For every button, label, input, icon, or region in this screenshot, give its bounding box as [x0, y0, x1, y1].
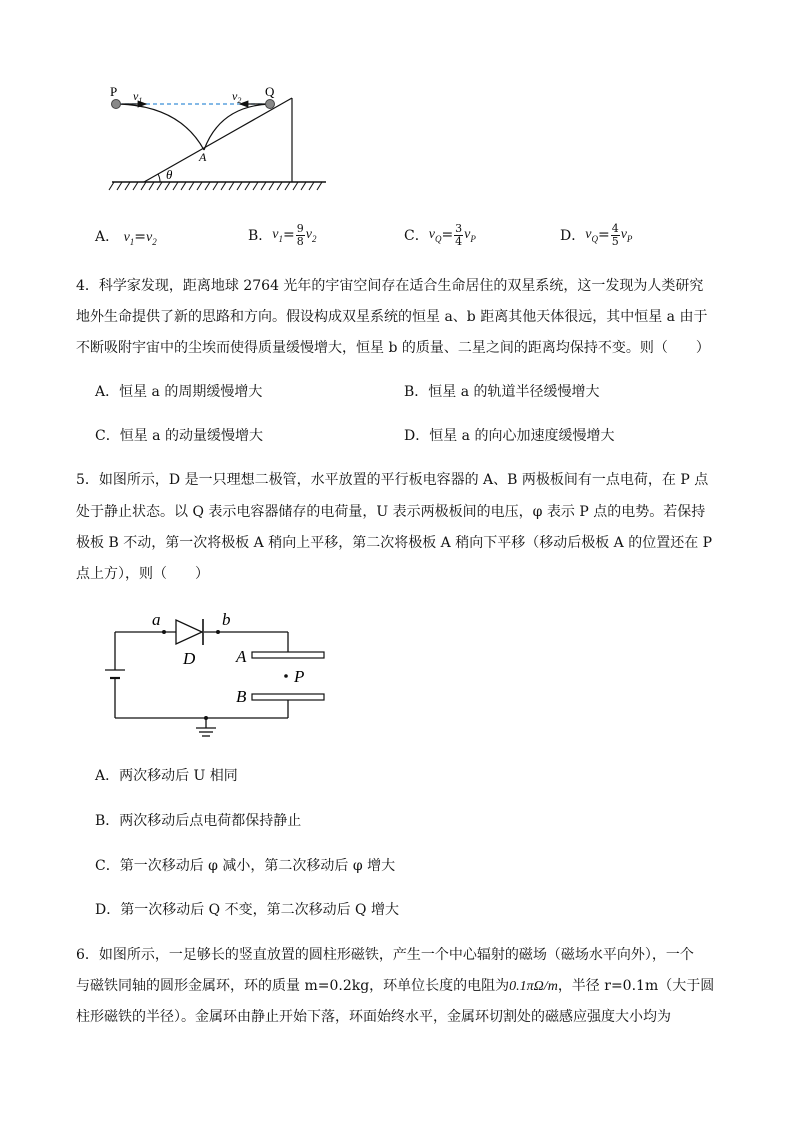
- q3-option-b[interactable]: B． $v_1$ = $\frac{9}{8}$ $v_2$: [248, 221, 317, 248]
- q4-option-d[interactable]: D．恒星 a 的向心加速度缓慢增大: [404, 428, 615, 444]
- fraction-4-5: $\frac{4}{5}$: [611, 221, 619, 248]
- label-b-node: b: [222, 610, 231, 629]
- fraction-9-8: $\frac{9}{8}$: [296, 221, 304, 248]
- label-v2: $v_2$: [232, 89, 242, 105]
- label-plate-a: A: [236, 647, 247, 666]
- label-diode: D: [183, 649, 196, 668]
- q3-option-c[interactable]: C． $v_Q$ = $\frac{3}{4}$ $v_P$: [404, 221, 476, 248]
- q4-option-c[interactable]: C．恒星 a 的动量缓慢增大: [95, 428, 263, 444]
- q3-option-a[interactable]: A． $v_1=v_2$: [95, 229, 157, 247]
- q5-stem-line-3: 极板 B 不动，第一次将极板 A 稍向上平移，第二次将极板 A 稍向下平移（移动后极板 A 的位置还在 P: [76, 535, 713, 551]
- q4-stem-line-1: 4．科学家发现，距离地球 2764 光年的宇宙空间存在适合生命居住的双星系统，这一发现为人类研究: [76, 278, 704, 294]
- q5-option-c[interactable]: C．第一次移动后 φ 减小，第二次移动后 φ 增大: [95, 858, 396, 874]
- diode-capacitor-circuit: [100, 604, 330, 750]
- theta-arc: [158, 174, 160, 182]
- resistance-per-length: 0.1πΩ/m: [509, 979, 558, 994]
- q6-stem-line-1: 6．如图所示，一足够长的竖直放置的圆柱形磁铁，产生一个中心辐射的磁场（磁场水平向外），一个: [76, 947, 694, 963]
- ball-q: [266, 100, 275, 109]
- node-b: [216, 630, 220, 634]
- q4-option-a[interactable]: A．恒星 a 的周期缓慢增大: [95, 384, 263, 400]
- theta-label: θ: [166, 167, 173, 182]
- q3-option-d[interactable]: D． $v_Q$ = $\frac{4}{5}$ $v_P$: [560, 221, 633, 248]
- label-a-point: A: [199, 150, 207, 164]
- fraction-3-4: $\frac{3}{4}$: [455, 221, 463, 248]
- label-plate-b: B: [236, 687, 247, 706]
- q5-stem-line-4: 点上方），则（ ）: [76, 566, 209, 582]
- q5-stem-line-1: 5．如图所示，D 是一只理想二极管，水平放置的平行板电容器的 A、B 两极板间有一点电荷，在 P 点: [76, 472, 709, 488]
- diode-triangle: [176, 620, 202, 644]
- label-a-node: a: [152, 610, 161, 629]
- q5-option-a[interactable]: A．两次移动后 U 相同: [95, 768, 238, 784]
- trajectory-p: [118, 104, 204, 150]
- q5-option-b[interactable]: B．两次移动后点电荷都保持静止: [95, 813, 302, 829]
- q4-option-b[interactable]: B．恒星 a 的轨道半径缓慢增大: [404, 384, 600, 400]
- trajectory-q: [204, 104, 270, 150]
- label-v1: $v_1$: [133, 89, 143, 105]
- ground-hatching: [109, 182, 322, 190]
- label-q: Q: [265, 84, 275, 99]
- q4-stem-line-3: 不断吸附宇宙中的尘埃而使得质量缓慢增大，恒星 b 的质量、二星之间的距离均保持不变。则（ ）: [76, 340, 710, 356]
- ball-p: [112, 100, 121, 109]
- label-point-p: P: [294, 667, 305, 686]
- projectile-incline-figure: [100, 80, 340, 195]
- node-a: [162, 630, 166, 634]
- q5-option-d[interactable]: D．第一次移动后 Q 不变，第二次移动后 Q 增大: [95, 902, 399, 918]
- plate-b: [252, 694, 324, 700]
- label-p: P: [110, 84, 118, 99]
- point-charge-p: [284, 674, 288, 678]
- q6-stem-line-2: 与磁铁同轴的圆形金属环，环的质量 m=0.2kg，环单位长度的电阻为0.1πΩ/m，半径 r=0.1m（大于圆: [76, 978, 715, 994]
- q4-stem-line-2: 地外生命提供了新的思路和方向。假设构成双星系统的恒星 a、b 距离其他天体很远，其中恒星 a 由于: [76, 309, 708, 325]
- plate-a: [252, 652, 324, 658]
- q5-stem-line-2: 处于静止状态。以 Q 表示电容器储存的电荷量，U 表示两极板间的电压，φ 表示 P 点的电势。若保持: [76, 504, 706, 520]
- q6-stem-line-3: 柱形磁铁的半径）。金属环由静止开始下落，环面始终水平，金属环切割处的磁感应强度大小均为: [76, 1009, 671, 1025]
